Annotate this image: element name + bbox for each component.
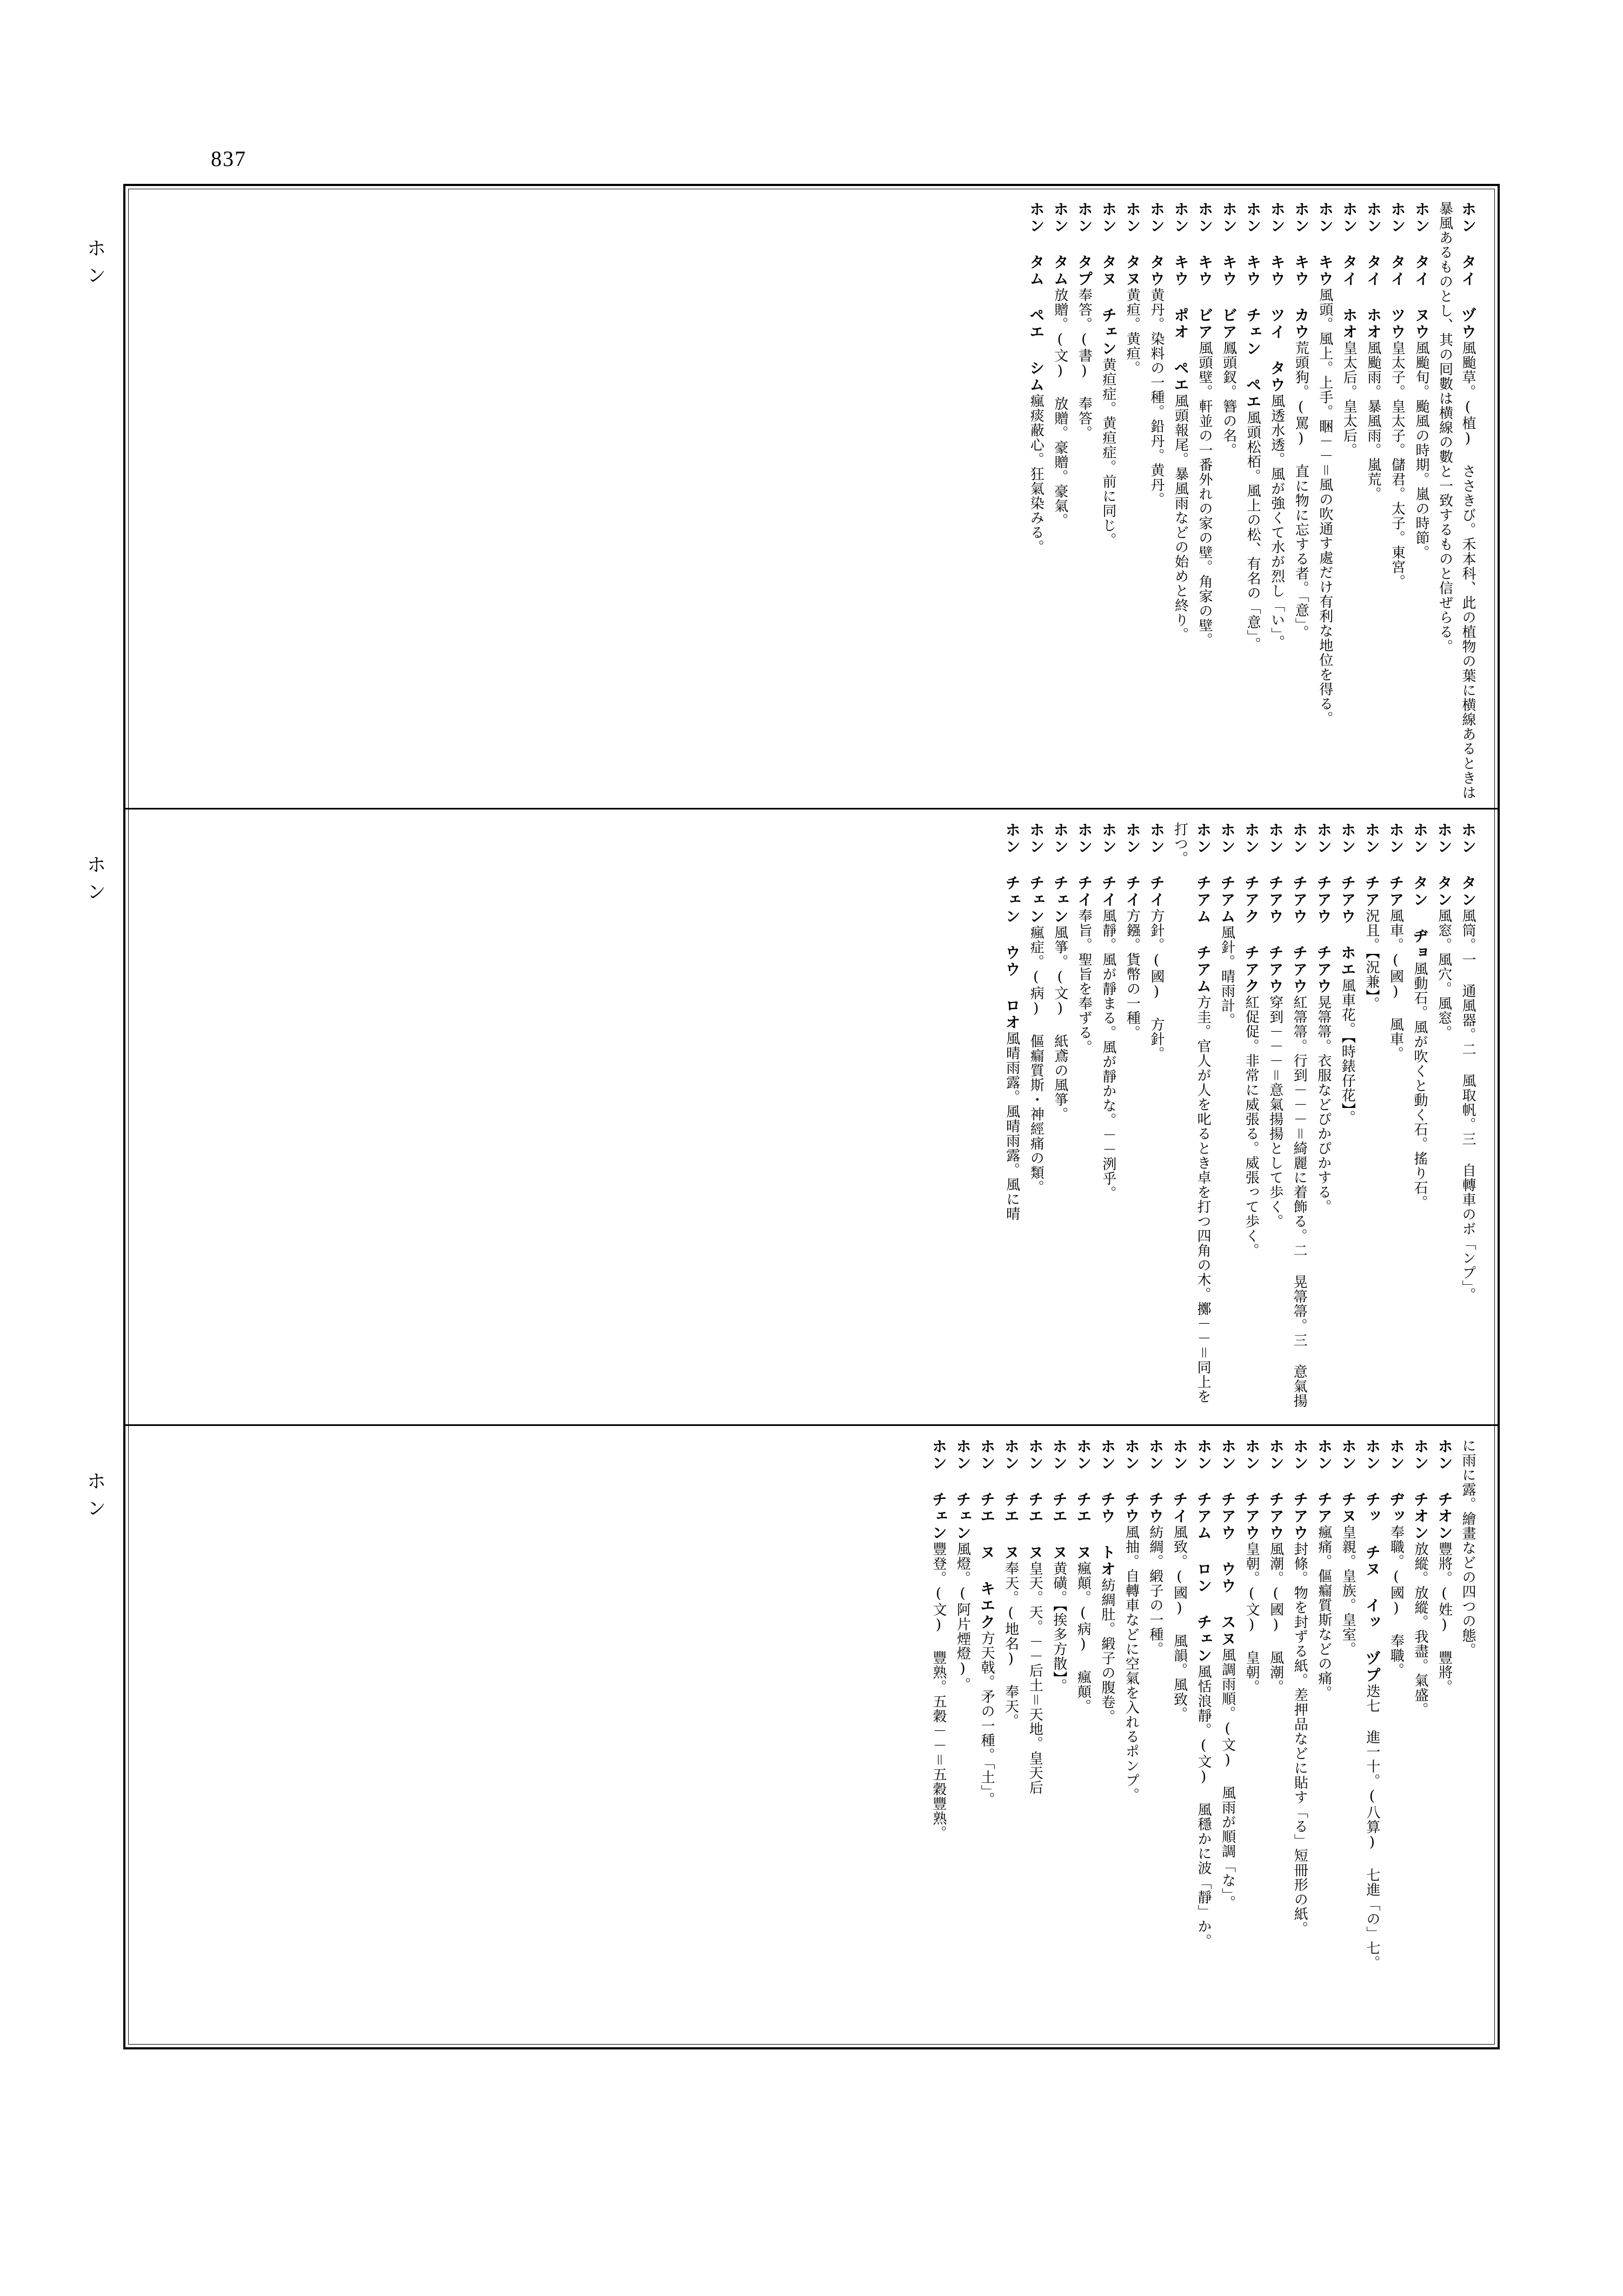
entry-definition: 奉答。(書) 奉答。 [1076, 288, 1093, 440]
entry-headword: ホン チアム [1218, 822, 1236, 925]
entry-definition: 風致。(國) 風韻。風致。 [1171, 1525, 1188, 1721]
entry-definition: 瘋痰蔽心。狂氣染みる。 [1028, 394, 1045, 554]
dictionary-entry [1120, 1438, 1143, 2040]
entry-definition: 放縱。放縱。我盡。氣盛。 [1412, 1542, 1428, 1717]
dictionary-entry [1048, 201, 1072, 800]
entry-headword: ホン チイ [1075, 822, 1094, 908]
entry-definition: 黄磺。【挨多方散】。 [1050, 1561, 1067, 1693]
dictionary-entry [1168, 1438, 1191, 2040]
dictionary-entry [927, 1438, 950, 2040]
dictionary-entry [1288, 822, 1311, 1415]
entry-definition: 迭七 進一十。(八算) 七進「の」七。 [1363, 1684, 1380, 1970]
entry-headword: ホン チアム ロン チェン [1195, 1438, 1213, 1664]
entry-definition: 風颱草。(植) ささきび。禾本科、此の植物の葉に横線あるときは暴風あるものとし、其の囘數は横線の數と一致するものと信ぜらる。 [1436, 201, 1476, 800]
dictionary-entry [1143, 1438, 1167, 2040]
entry-definition: 方針。(國) 方針。 [1148, 908, 1165, 1061]
dictionary-entry [1408, 822, 1431, 1415]
entry-headword: ホン チイ [1099, 822, 1118, 908]
dictionary-entry [1072, 1438, 1095, 2040]
entry-definition: 方鏹。貨幣の一種。 [1124, 908, 1141, 1040]
entry-headword: ホン チエ ヌ [1026, 1438, 1045, 1561]
entry-definition: 風調雨順。(文) 風雨が順調「な」。 [1219, 1648, 1236, 1910]
entry-headword: ホン キウ [1316, 201, 1334, 288]
entry-definition: 風筒。一 通風器。二 風取帆。三 自轉車のボ「ンプ」。 [1460, 908, 1476, 1302]
entry-headword: ホン キウ ツイ タウ [1268, 201, 1286, 394]
entry-definition: 方天戟。矛の一種。「土」。 [979, 1631, 995, 1807]
dictionary-entry [1025, 822, 1048, 1415]
entry-definition: 風針。晴雨計。 [1219, 925, 1235, 1027]
entry-definition: 風燈。(阿片煙燈)。 [954, 1542, 971, 1692]
entry-definition: 皇親。皇族。皇室。 [1340, 1525, 1356, 1656]
entry-definition: 豐將。(姓) 豐將。 [1436, 1542, 1453, 1694]
entry-headword: ホン チオン [1411, 1438, 1429, 1542]
dictionary-entry [1121, 822, 1144, 1415]
dictionary-entry [1215, 822, 1239, 1415]
entry-headword: ホン チアウ [1243, 1438, 1261, 1542]
dictionary-entry [1121, 201, 1144, 800]
entry-definition: 荒頭狗。(罵) 直に物に忘する者。「意」。 [1293, 341, 1309, 640]
entry-headword: ホン チエ ヌ [1050, 1438, 1068, 1561]
dictionary-entry [1169, 201, 1192, 800]
page-frame [123, 184, 1500, 2049]
entry-definition: 紡綢肚。緞子の腹卷。 [1099, 1578, 1115, 1724]
entry-headword: ホン タム [1051, 201, 1069, 288]
entry-headword: ホン チエ ヌ [1002, 1438, 1020, 1561]
entry-definition: 風恬浪靜。(文) 風穩かに波「靜」か。 [1195, 1664, 1212, 1948]
entry-definition: 穿到－－－＝意氣揚揚として歩く。 [1267, 995, 1283, 1229]
dictionary-entry [1073, 822, 1096, 1415]
entry-definition: 黄丹。染料の一種。鉛丹。黄丹。 [1148, 288, 1165, 507]
entry-headword: ホン チェン [954, 1438, 972, 1542]
entry-headword: ホン チア [1387, 822, 1405, 908]
entry-headword: ホン チェン [1051, 822, 1069, 925]
dictionary-entry [1025, 201, 1048, 800]
entry-headword: ホン チェン [930, 1438, 948, 1542]
dictionary-entry [1360, 822, 1383, 1415]
dictionary-entry [1408, 1438, 1432, 2040]
dictionary-entry [1265, 201, 1288, 800]
entry-definition: 紅箒箒。行到－－－＝綺麗に着飾る。二 晃箒箒。三 意氣揚 [1291, 995, 1308, 1408]
entry-headword: ホン タイ ツウ [1388, 201, 1407, 341]
entry-definition: 況且。【況兼】。 [1363, 908, 1380, 1011]
entry-definition: 皇太后。皇太后。 [1341, 341, 1358, 457]
entry-definition: 風晴雨露。風晴雨露。風に晴 [1003, 1031, 1020, 1221]
entry-headword: ホン チア [1315, 1438, 1333, 1525]
entry-headword: ホン タイ ホオ [1340, 201, 1359, 341]
entry-headword: ホン タン [1459, 822, 1477, 908]
entry-definition: 風動石。風が吹くと動く石。搖り石。 [1411, 961, 1428, 1210]
page-number: 837 [211, 147, 247, 171]
dictionary-entry [1336, 822, 1359, 1415]
dictionary-entry [1336, 1438, 1360, 2040]
entry-definition: 風頭報尾。暴風雨などの始めと終り。 [1172, 394, 1189, 642]
entry-headword: ホン チオン [1435, 1438, 1454, 1542]
entry-headword: ホン キウ ビア [1220, 201, 1238, 341]
entry-headword: ホン チアウ [1267, 1438, 1285, 1542]
band-separator-2 [125, 1424, 1498, 1426]
entry-headword: ホン タイ ヅウ [1459, 201, 1477, 341]
entry-definition: 風頭。風上。上手。睏－－＝風の吹通す處だけ有利な地位を得る。 [1316, 288, 1333, 726]
dictionary-entry [1288, 1438, 1312, 2040]
dictionary-entry [1432, 822, 1455, 1415]
entry-headword: ホン チイ [1147, 822, 1166, 908]
entry-definition: 風頭松栢。風上の松、有名の「意」。 [1245, 410, 1261, 652]
entry-headword: ホン タプ [1075, 201, 1094, 288]
dictionary-entry [1095, 1438, 1119, 2040]
dictionary-entry [1096, 822, 1120, 1415]
entry-definition: 方圭。官人が人を叱るとき卓を打つ四角の木。擲－－＝同上を打つ。 [1172, 822, 1211, 1404]
entry-headword: ホン チエ ヌ キエク [978, 1438, 996, 1631]
entry-definition: 封條。物を封ずる紙。差押品などに貼す「る」短冊形の紙。 [1292, 1542, 1308, 1936]
dictionary-entry [1096, 201, 1120, 800]
entry-definition: 皇朝。(文) 皇朝。 [1243, 1542, 1260, 1694]
entry-headword: ホン チウ [1146, 1438, 1165, 1525]
entry-headword: ホン チウ [1122, 1438, 1141, 1525]
dictionary-entry [1000, 822, 1023, 1415]
entry-headword: ホン チェン [1027, 822, 1046, 925]
running-head-band-3: ホン [84, 1471, 106, 1525]
entry-headword: ホン タヌ チェン [1099, 201, 1118, 357]
dictionary-entry [1289, 201, 1313, 800]
entry-headword: ホン チアウ チアウ [1291, 822, 1309, 995]
dictionary-entry [1361, 201, 1385, 800]
dictionary-band-3 [132, 1429, 1491, 2045]
dictionary-entry [1433, 1438, 1456, 2040]
entry-headword: ホン タム ペエ シム [1027, 201, 1046, 394]
entry-definition: 風靜。風が靜まる。風が靜かな。－－洌乎。 [1100, 908, 1116, 1200]
entry-headword: ホン チアウ チアウ [1314, 822, 1333, 995]
dictionary-entry [1360, 1438, 1383, 2040]
entry-definition: 奉職。(國) 奉職。 [1388, 1525, 1405, 1677]
entry-headword: ホン ヂッ [1387, 1438, 1406, 1525]
entry-definition: 紅促促。非常に威張る。威張って歩く。 [1243, 995, 1260, 1258]
dictionary-entry [951, 1438, 974, 2040]
entry-definition: 風抽。自轉車などに空氣を入れるポンプ。 [1123, 1525, 1140, 1802]
entry-definition: に雨に露。繪畫などの四つの態。 [1460, 1438, 1476, 1657]
dictionary-entry [1217, 201, 1240, 800]
entry-headword: ホン キウ カウ [1292, 201, 1311, 341]
entry-headword: ホン チアウ ホエ [1339, 822, 1357, 978]
dictionary-entry [1193, 201, 1216, 800]
entry-headword: ホン チウ トオ [1098, 1438, 1116, 1578]
entry-headword: ホン チアウ チアウ [1266, 822, 1285, 995]
dictionary-entry [1434, 201, 1479, 800]
dictionary-entry [1312, 1438, 1335, 2040]
entry-headword: ホン チア [1362, 822, 1381, 908]
dictionary-entry [1240, 1438, 1263, 2040]
dictionary-entry [1263, 822, 1287, 1415]
dictionary-entry [1385, 1438, 1408, 2040]
entry-definition: 瘋痛。傴瘺質斯などの痛。 [1315, 1525, 1332, 1700]
dictionary-entry [975, 1438, 999, 2040]
entry-definition: 風車。(國) 風車。 [1387, 908, 1404, 1061]
dictionary-entry [1192, 1438, 1215, 2040]
running-head-band-2: ホン [84, 854, 106, 908]
dictionary-entry [1169, 822, 1214, 1415]
dictionary-entry [999, 1438, 1022, 2040]
entry-definition: 風箏。(文) 紙鳶の風箏。 [1052, 925, 1068, 1122]
entry-headword: ホン チアク チアク [1242, 822, 1261, 995]
dictionary-entry [1312, 822, 1335, 1415]
dictionary-entry [1386, 201, 1409, 800]
entry-definition: 風車花。【時錶仔花】。 [1339, 978, 1356, 1125]
dictionary-entry [1073, 201, 1096, 800]
dictionary-band-1 [132, 191, 1491, 805]
dictionary-entry [1456, 822, 1479, 1415]
entry-headword: ホン タヌ [1123, 201, 1142, 288]
entry-definition: 奉天。(地名) 奉天。 [1002, 1561, 1019, 1728]
entry-headword: ホン チイ [1170, 1438, 1189, 1525]
entry-definition: 皇太子。皇太子。儲君。太子。東宮。 [1389, 341, 1406, 589]
entry-headword: ホン チアム チアム [1194, 822, 1212, 995]
dictionary-entry [1023, 1438, 1047, 2040]
entry-headword: ホン チイ [1123, 822, 1142, 908]
dictionary-entry [1264, 1438, 1287, 2040]
entry-definition: 黄疸症。黄疸症。前に同じ。 [1100, 357, 1116, 547]
entry-headword: ホン キウ ポオ ペエ [1172, 201, 1190, 394]
running-head-band-1: ホン [84, 238, 106, 292]
entry-definition: 豐登。(文) 豐熟。五穀－－＝五穀豐熟。 [930, 1542, 947, 1840]
dictionary-entry [1145, 822, 1168, 1415]
entry-definition: 風窓。風穴。風窓。 [1435, 908, 1452, 1040]
dictionary-entry [1145, 201, 1168, 800]
dictionary-entry [1456, 1438, 1479, 2040]
entry-definition: 紡綢。緞子の一種。 [1147, 1525, 1163, 1656]
dictionary-entry [1384, 822, 1407, 1415]
entry-definition: 鳳頭釵。簪の名。 [1220, 341, 1237, 457]
entry-definition: 風潮。(國) 風潮。 [1267, 1542, 1284, 1694]
entry-headword: ホン チェン ウウ ロオ [1003, 822, 1021, 1031]
entry-definition: 風颱旬。颱風の時期。嵐の時節。 [1413, 341, 1429, 560]
dictionary-entry [1241, 201, 1265, 800]
dictionary-entry [1409, 201, 1433, 800]
entry-headword: ホン キウ ビア [1196, 201, 1214, 341]
entry-definition: 皇天。天。－－后土＝天地。皇天后 [1027, 1561, 1043, 1795]
entry-definition: 風透水透。風が強くて水が烈し「い」。 [1268, 394, 1285, 649]
band-separator-1 [125, 808, 1498, 809]
entry-headword: ホン チアウ [1291, 1438, 1309, 1542]
dictionary-entry [1240, 822, 1263, 1415]
dictionary-entry [1047, 1438, 1070, 2040]
dictionary-entry [1338, 201, 1361, 800]
dictionary-band-2 [132, 812, 1491, 1421]
entry-definition: 瘋症。(病) 傴瘺質斯・神經痛の類。 [1028, 925, 1045, 1195]
dictionary-entry [1216, 1438, 1239, 2040]
entry-headword: ホン タン [1435, 822, 1453, 908]
entry-definition: 晃箒箒。衣服などぴかぴかする。 [1315, 995, 1332, 1214]
entry-definition: 瘋顛。(病) 瘋顛。 [1075, 1561, 1092, 1714]
entry-headword: ホン チエ ヌ [1074, 1438, 1093, 1561]
entry-definition: 奉旨。聖旨を奉ずる。 [1076, 908, 1093, 1054]
entry-definition: 風颱雨。暴風雨。嵐荒。 [1365, 341, 1381, 501]
entry-definition: 黄疸。黄疸。 [1124, 288, 1141, 375]
entry-headword: ホン チッ チヌ イッ ヅプ [1363, 1438, 1381, 1684]
dictionary-entry [1048, 822, 1072, 1415]
entry-headword: ホン タウ [1147, 201, 1166, 288]
entry-headword: ホン タイ ヌウ [1412, 201, 1431, 341]
entry-definition: 風頭壁。軒並の一番外れの家の壁。角家の壁。 [1196, 341, 1213, 647]
entry-headword: ホン キウ チェン ペエ [1244, 201, 1262, 410]
entry-headword: ホン タン ヂョ [1411, 822, 1429, 961]
entry-headword: ホン チヌ [1339, 1438, 1358, 1525]
entry-headword: ホン チアウ ウウ スヌ [1219, 1438, 1237, 1648]
dictionary-entry [1313, 201, 1336, 800]
entry-definition: 放贈。(文) 放贈。豪贈。豪氣。 [1052, 288, 1068, 528]
entry-headword: ホン タイ ホオ [1364, 201, 1382, 341]
